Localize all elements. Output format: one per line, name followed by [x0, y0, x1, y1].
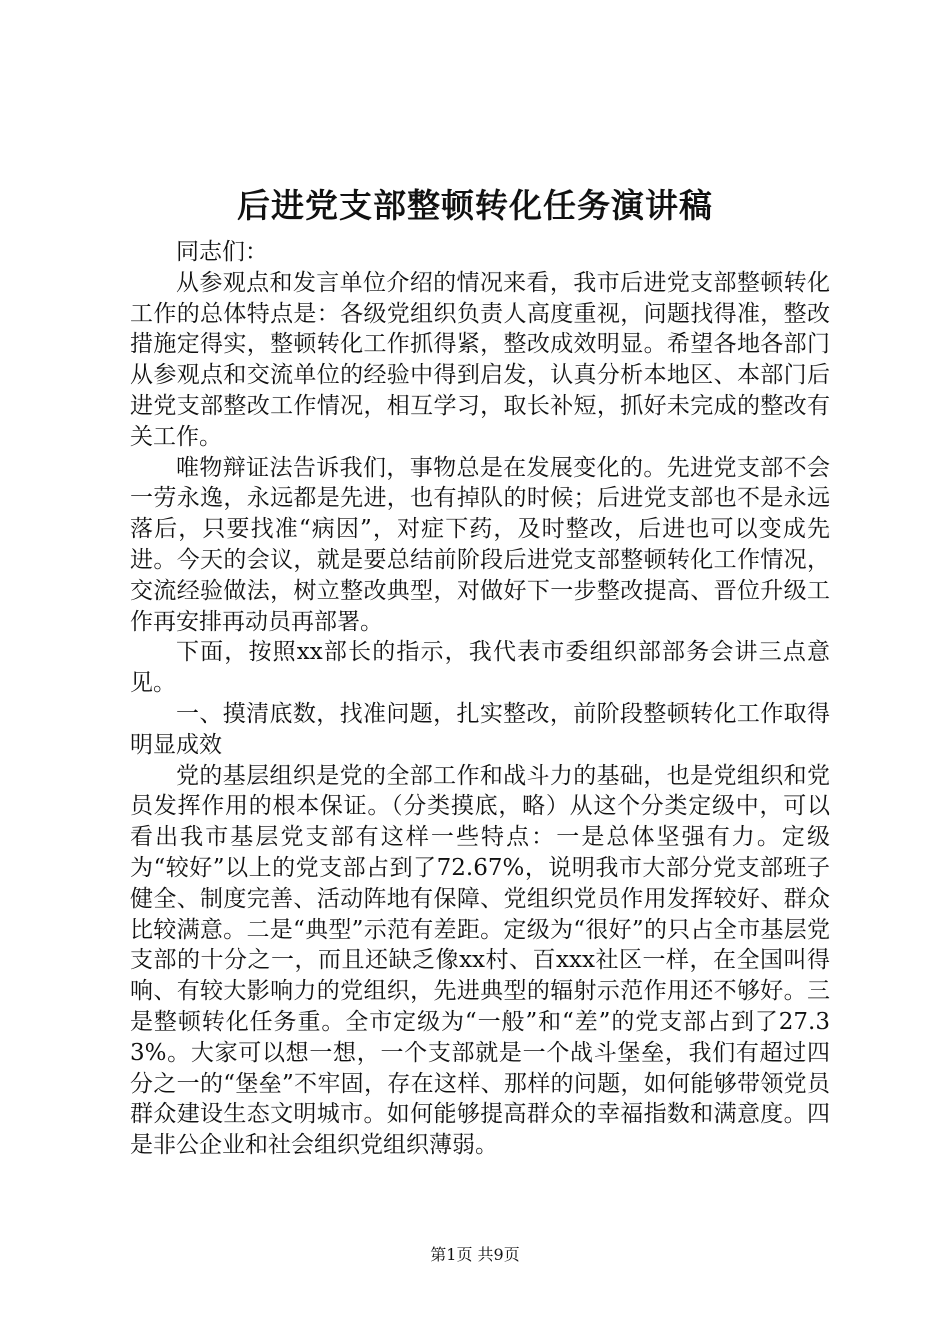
document-body	[130, 237, 830, 1161]
paragraph: 党的基层组织是党的全部工作和战斗力的基础，也是党组织和党员发挥作用的根本保证。（分类摸底，略）从这个分类定级中，可以看出我市基层党支部有这样一些特点：一是总体坚强有力。定级为“较好”以上的党支部占到了72.67%，说明我市大部分党支部班子健全、制度完善、活动阵地有保障、党组织党员作用发挥较好、群众比较满意。二是“典型”示范有差距。定级为“很好”的只占全市基层党支部的十分之一，而且还缺乏像xx村、百xxx社区一样，在全国叫得响、有较大影响力的党组织，先进典型的辐射示范作用还不够好。三是整顿转化任务重。全市定级为“一般”和“差”的党支部占到了27.33%。大家可以想一想，一个支部就是一个战斗堡垒，我们有超过四分之一的“堡垒”不牢固，存在这样、那样的问题，如何能够带领党员群众建设生态文明城市。如何能够提高群众的幸福指数和满意度。四是非公企业和社会组织党组织薄弱。	[130, 762, 830, 1159]
page-footer: 第1页 共9页	[430, 1245, 520, 1264]
document-title: 后进党支部整顿转化任务演讲稿	[237, 186, 713, 225]
paragraph-salutation: 同志们：	[176, 239, 268, 265]
paragraph: 下面，按照xx部长的指示，我代表市委组织部部务会讲三点意见。	[130, 639, 830, 697]
paragraph: 唯物辩证法告诉我们，事物总是在发展变化的。先进党支部不会一劳永逸，永远都是先进，也有掉队的时候；后进党支部也不是永远落后，只要找准“病因”，对症下药，及时整改，后进也可以变成先进。今天的会议，就是要总结前阶段后进党支部整顿转化工作情况，交流经验做法，树立整改典型，对做好下一步整改提高、晋位升级工作再安排再动员再部署。	[130, 454, 830, 635]
paragraph: 从参观点和发言单位介绍的情况来看，我市后进党支部整顿转化工作的总体特点是：各级党组织负责人高度重视，问题找得准，整改措施定得实，整顿转化工作抓得紧，整改成效明显。希望各地各部门从参观点和交流单位的经验中得到启发，认真分析本地区、本部门后进党支部整改工作情况，相互学习，取长补短，抓好未完成的整改有关工作。	[130, 269, 830, 450]
section-heading: 一、摸清底数，找准问题，扎实整改，前阶段整顿转化工作取得明显成效	[130, 700, 830, 758]
